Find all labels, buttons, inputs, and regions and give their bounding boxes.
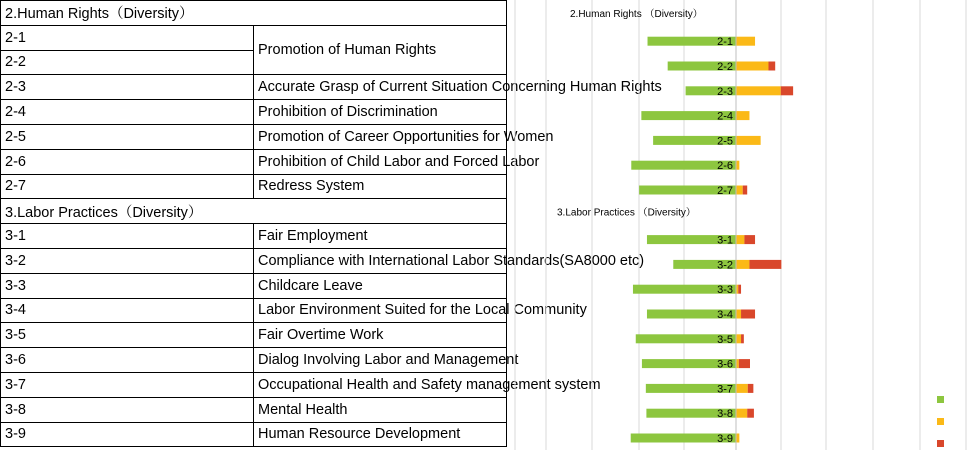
bar-segment-yellow [736, 37, 755, 46]
bar-segment-red [739, 359, 750, 368]
bar-label: 3-3 [717, 284, 733, 297]
bar-segment-red [749, 260, 781, 269]
bar-3-7 [646, 383, 754, 395]
item-code: 2-1 [1, 25, 254, 50]
bar-segment-yellow [736, 86, 781, 95]
table-row [1, 422, 507, 447]
bar-segment-red [748, 384, 754, 393]
bar-segment-red [741, 310, 755, 319]
bar-segment-yellow [736, 111, 749, 120]
table-row [1, 323, 507, 348]
table-row [1, 248, 507, 273]
item-label: Redress System [254, 174, 507, 199]
bar-segment-red [743, 186, 747, 195]
item-label: Prohibition of Child Labor and Forced Labor [254, 149, 507, 174]
bar-3-1 [647, 235, 755, 247]
bar-segment-red [741, 334, 744, 343]
diverging-bar-chart [515, 0, 980, 450]
table-row [1, 75, 507, 100]
item-code: 3-9 [1, 422, 254, 447]
table-row [1, 149, 507, 174]
bar-label: 3-8 [717, 408, 733, 421]
bar-3-5 [636, 334, 744, 346]
table-section-header [1, 199, 507, 224]
bar-label: 3-4 [717, 309, 733, 321]
bar-2-3 [686, 86, 794, 98]
item-label: Mental Health [254, 397, 507, 422]
table-row [1, 372, 507, 397]
item-label: Fair Employment [254, 224, 507, 249]
table-row [1, 224, 507, 249]
item-code: 2-5 [1, 124, 254, 149]
item-code: 2-2 [1, 50, 254, 75]
item-label: Occupational Health and Safety management system [254, 372, 507, 397]
bar-segment-red [744, 235, 755, 244]
bar-label: 2-3 [717, 85, 733, 98]
item-label: Compliance with International Labor Standards(SA8000 etc) [254, 248, 507, 273]
bar-segment-red [747, 409, 754, 418]
bar-label: 2-6 [717, 160, 733, 173]
bar-3-4 [647, 309, 755, 321]
item-label: Accurate Grasp of Current Situation Concerning Human Rights [254, 75, 507, 100]
bar-segment-yellow [736, 161, 739, 170]
item-code: 2-3 [1, 75, 254, 100]
table-row [1, 124, 507, 149]
item-label: Promotion of Career Opportunities for Women [254, 124, 507, 149]
table-row [1, 25, 507, 50]
bar-label: 2-5 [717, 135, 733, 148]
legend-swatch-yellow [937, 418, 944, 425]
bar-2-1 [648, 36, 756, 48]
table-section-header [1, 1, 507, 26]
legend-swatch-red [937, 440, 944, 447]
item-code: 2-4 [1, 100, 254, 125]
item-code: 3-1 [1, 224, 254, 249]
item-code: 3-2 [1, 248, 254, 273]
table-row [1, 273, 507, 298]
bar-label: 3-6 [717, 358, 733, 371]
bar-3-8 [646, 408, 754, 420]
bar-segment-yellow [736, 136, 761, 145]
item-code: 3-8 [1, 397, 254, 422]
group-label: 2.Human Rights （Diversity） [570, 9, 703, 20]
item-code: 3-7 [1, 372, 254, 397]
table-row [1, 298, 507, 323]
item-label: Childcare Leave [254, 273, 507, 298]
bar-3-2 [673, 259, 781, 271]
bar-segment-yellow [736, 334, 741, 343]
bar-label: 3-1 [717, 234, 733, 247]
bar-3-9 [631, 433, 740, 445]
item-label: Promotion of Human Rights [254, 25, 507, 75]
item-code: 3-5 [1, 323, 254, 348]
item-label: Dialog Involving Labor and Management [254, 348, 507, 373]
bar-segment-yellow [736, 434, 739, 443]
bar-segment-yellow [736, 186, 743, 195]
bar-label: 2-7 [717, 185, 733, 197]
table-row [1, 100, 507, 125]
group-label: 3.Labor Practices （Diversity） [557, 207, 696, 219]
section-title: 2.Human Rights（Diversity） [1, 1, 507, 26]
bar-label: 2-1 [717, 36, 733, 49]
bar-2-6 [631, 160, 739, 172]
legend-swatch-green [937, 396, 944, 403]
table-row [1, 348, 507, 373]
bar-segment-red [738, 285, 741, 294]
table-row [1, 174, 507, 199]
item-code: 3-6 [1, 348, 254, 373]
item-code: 2-7 [1, 174, 254, 199]
bar-segment-yellow [736, 235, 744, 244]
bar-segment-yellow [736, 310, 741, 319]
bar-3-6 [642, 359, 750, 371]
bar-segment-yellow [736, 260, 749, 269]
item-code: 3-3 [1, 273, 254, 298]
bar-label: 3-2 [717, 259, 733, 272]
legend [937, 396, 944, 447]
bar-segment-red [781, 86, 793, 95]
item-code: 3-4 [1, 298, 254, 323]
bar-segment-yellow [736, 384, 748, 393]
item-label: Human Resource Development [254, 422, 507, 447]
bar-segment-yellow [736, 409, 747, 418]
bar-3-3 [633, 284, 741, 296]
section-title: 3.Labor Practices（Diversity） [1, 199, 507, 224]
table-row [1, 397, 507, 422]
item-label: Prohibition of Discrimination [254, 100, 507, 125]
item-label: Fair Overtime Work [254, 323, 507, 348]
item-code: 2-6 [1, 149, 254, 174]
bar-2-7 [639, 185, 747, 197]
bar-label: 2-2 [717, 61, 733, 73]
chart-panel [515, 0, 980, 450]
bar-label: 3-9 [717, 433, 733, 445]
item-label: Labor Environment Suited for the Local Community [254, 298, 507, 323]
bar-label: 3-7 [717, 383, 733, 396]
bar-label: 3-5 [717, 333, 733, 346]
bar-label: 2-4 [717, 110, 733, 123]
bar-segment-yellow [736, 62, 768, 71]
bar-2-4 [641, 111, 749, 123]
bar-2-5 [653, 135, 761, 147]
bar-segment-red [768, 62, 775, 71]
